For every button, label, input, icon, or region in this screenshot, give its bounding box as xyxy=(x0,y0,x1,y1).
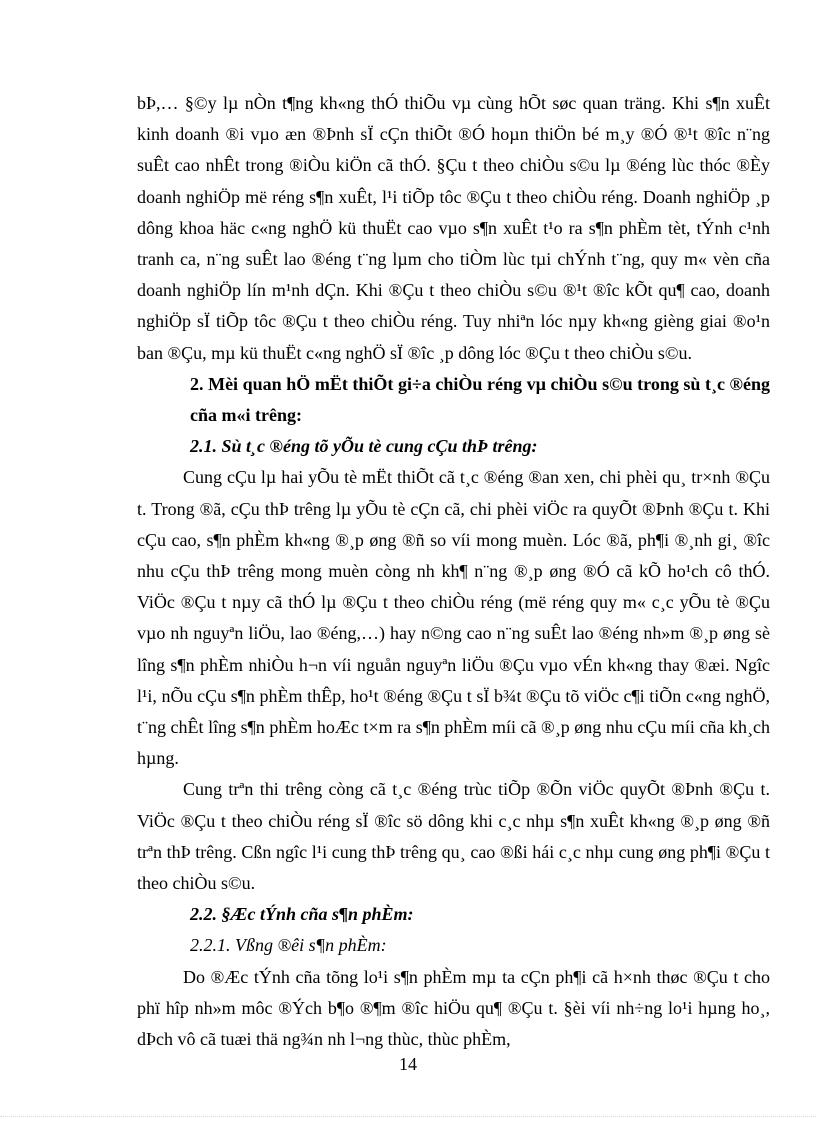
subsection-heading: 2.2. §Æc tÝnh cña s¶n phÈm: xyxy=(190,904,414,925)
subsection-heading: 2.1. Sù t¸c ®éng tõ yÕu tè cung cÇu thÞ trêng: xyxy=(190,436,538,457)
body-paragraph: bÞ,… §©y lµ nÒn t¶ng kh«ng thÓ thiÕu vµ cùng hÕt søc quan träng. Khi s¶n xuÊt kinh doanh ®i vµo æn ®Þnh sÏ cÇn thiÕt ®Ó hoµn thiÖn bé m¸y ®Ó ®¹t ®îc n¨ng suÊt cao nhÊt trong ®iÒu kiÖn cã thÓ. §Çu t theo chiÒu s©u lµ ®éng lùc thóc ®Èy doanh nghiÖp më réng s¶n xuÊt, l¹i tiÕp tôc ®Çu t theo chiÒu réng. Doanh nghiÖp ¸p dông khoa häc c«ng nghÖ kü thuËt cao vµo s¶n xuÊt t¹o ra s¶n phÈm tèt, tÝnh c¹nh tranh ca, n¨ng suÊt lao ®éng t¨ng lµm cho tiÒm lùc tµi chÝnh t¨ng, quy m« vèn cña doanh nghiÖp lín m¹nh dÇn. Khi ®Çu t theo chiÒu s©u ®¹t ®îc kÕt qu¶ cao, doanh nghiÖp sÏ tiÕp tôc ®Çu t theo chiÒu réng. Tuy nhiªn lóc nµy kh«ng gièng giai ®o¹n ban ®Çu, mµ kü thuËt c«ng nghÖ sÏ ®îc ¸p dông lóc ®Çu t theo chiÒu s©u. xyxy=(137,93,770,363)
sub-subsection-heading: 2.2.1. Vßng ®êi s¶n phÈm: xyxy=(190,935,387,956)
section-heading: 2. Mèi quan hÖ mËt thiÕt gi÷a chiÒu réng vµ chiÒu s©u trong sù t¸c ®éng cña m«i trêng: xyxy=(190,373,770,426)
page-number: 14 xyxy=(399,1054,417,1074)
document-page xyxy=(137,88,770,1055)
body-paragraph: Cung trªn thi trêng còng cã t¸c ®éng trùc tiÕp ®Õn viÖc quyÕt ®Þnh ®Çu t. ViÖc ®Çu t theo chiÒu réng sÏ ®îc sö dông khi c¸c nhµ s¶n xuÊt kh«ng ®¸p øng ®ñ trªn thÞ trêng. Cßn ngîc l¹i cung thÞ trêng qu¸ cao ®ßi hái c¸c nhµ cung øng ph¶i ®Çu t theo chiÒu s©u. xyxy=(137,779,770,894)
page-bottom-divider xyxy=(0,1116,816,1117)
body-paragraph: Do ®Æc tÝnh cña tõng lo¹i s¶n phÈm mµ ta cÇn ph¶i cã h×nh thøc ®Çu t cho phï hîp nh»m môc ®Ých b¶o ®¶m ®îc hiÖu qu¶ ®Çu t. §èi víi nh÷ng lo¹i hµng ho¸, dÞch vô cã tuæi thä ng¾n nh l¬ng thùc, thùc phÈm, xyxy=(137,966,770,1050)
body-paragraph: Cung cÇu lµ hai yÕu tè mËt thiÕt cã t¸c ®éng ®an xen, chi phèi qu¸ tr×nh ®Çu t. Trong ®ã, cÇu thÞ trêng lµ yÕu tè cÇn cã, chi phèi viÖc ra quyÕt ®Þnh ®Çu t. Khi cÇu cao, s¶n phÈm kh«ng ®¸p øng ®ñ so víi mong muèn. Lóc ®ã, ph¶i ®¸nh gi¸ ®îc nhu cÇu thÞ trêng mong muèn còng nh kh¶ n¨ng ®¸p øng ®Ó cã kÕ ho¹ch cô thÓ. ViÖc ®Çu t nµy cã thÓ lµ ®Çu t theo chiÒu réng (më réng quy m« c¸c yÕu tè ®Çu vµo nh nguyªn liÖu, lao ®éng,…) hay n©ng cao n¨ng suÊt lao ®éng nh»m ®¸p øng sè lîng s¶n phÈm nhiÒu h¬n víi nguån nguyªn liÖu ®Çu vµo vÉn kh«ng thay ®æi. Ngîc l¹i, nÕu cÇu s¶n phÈm thÊp, ho¹t ®éng ®Çu t sÏ b¾t ®Çu tõ viÖc c¶i tiÕn c«ng nghÖ, t¨ng chÊt lîng s¶n phÈm hoÆc t×m ra s¶n phÈm míi cã ®¸p øng nhu cÇu míi cña kh¸ch hµng. xyxy=(137,467,770,769)
